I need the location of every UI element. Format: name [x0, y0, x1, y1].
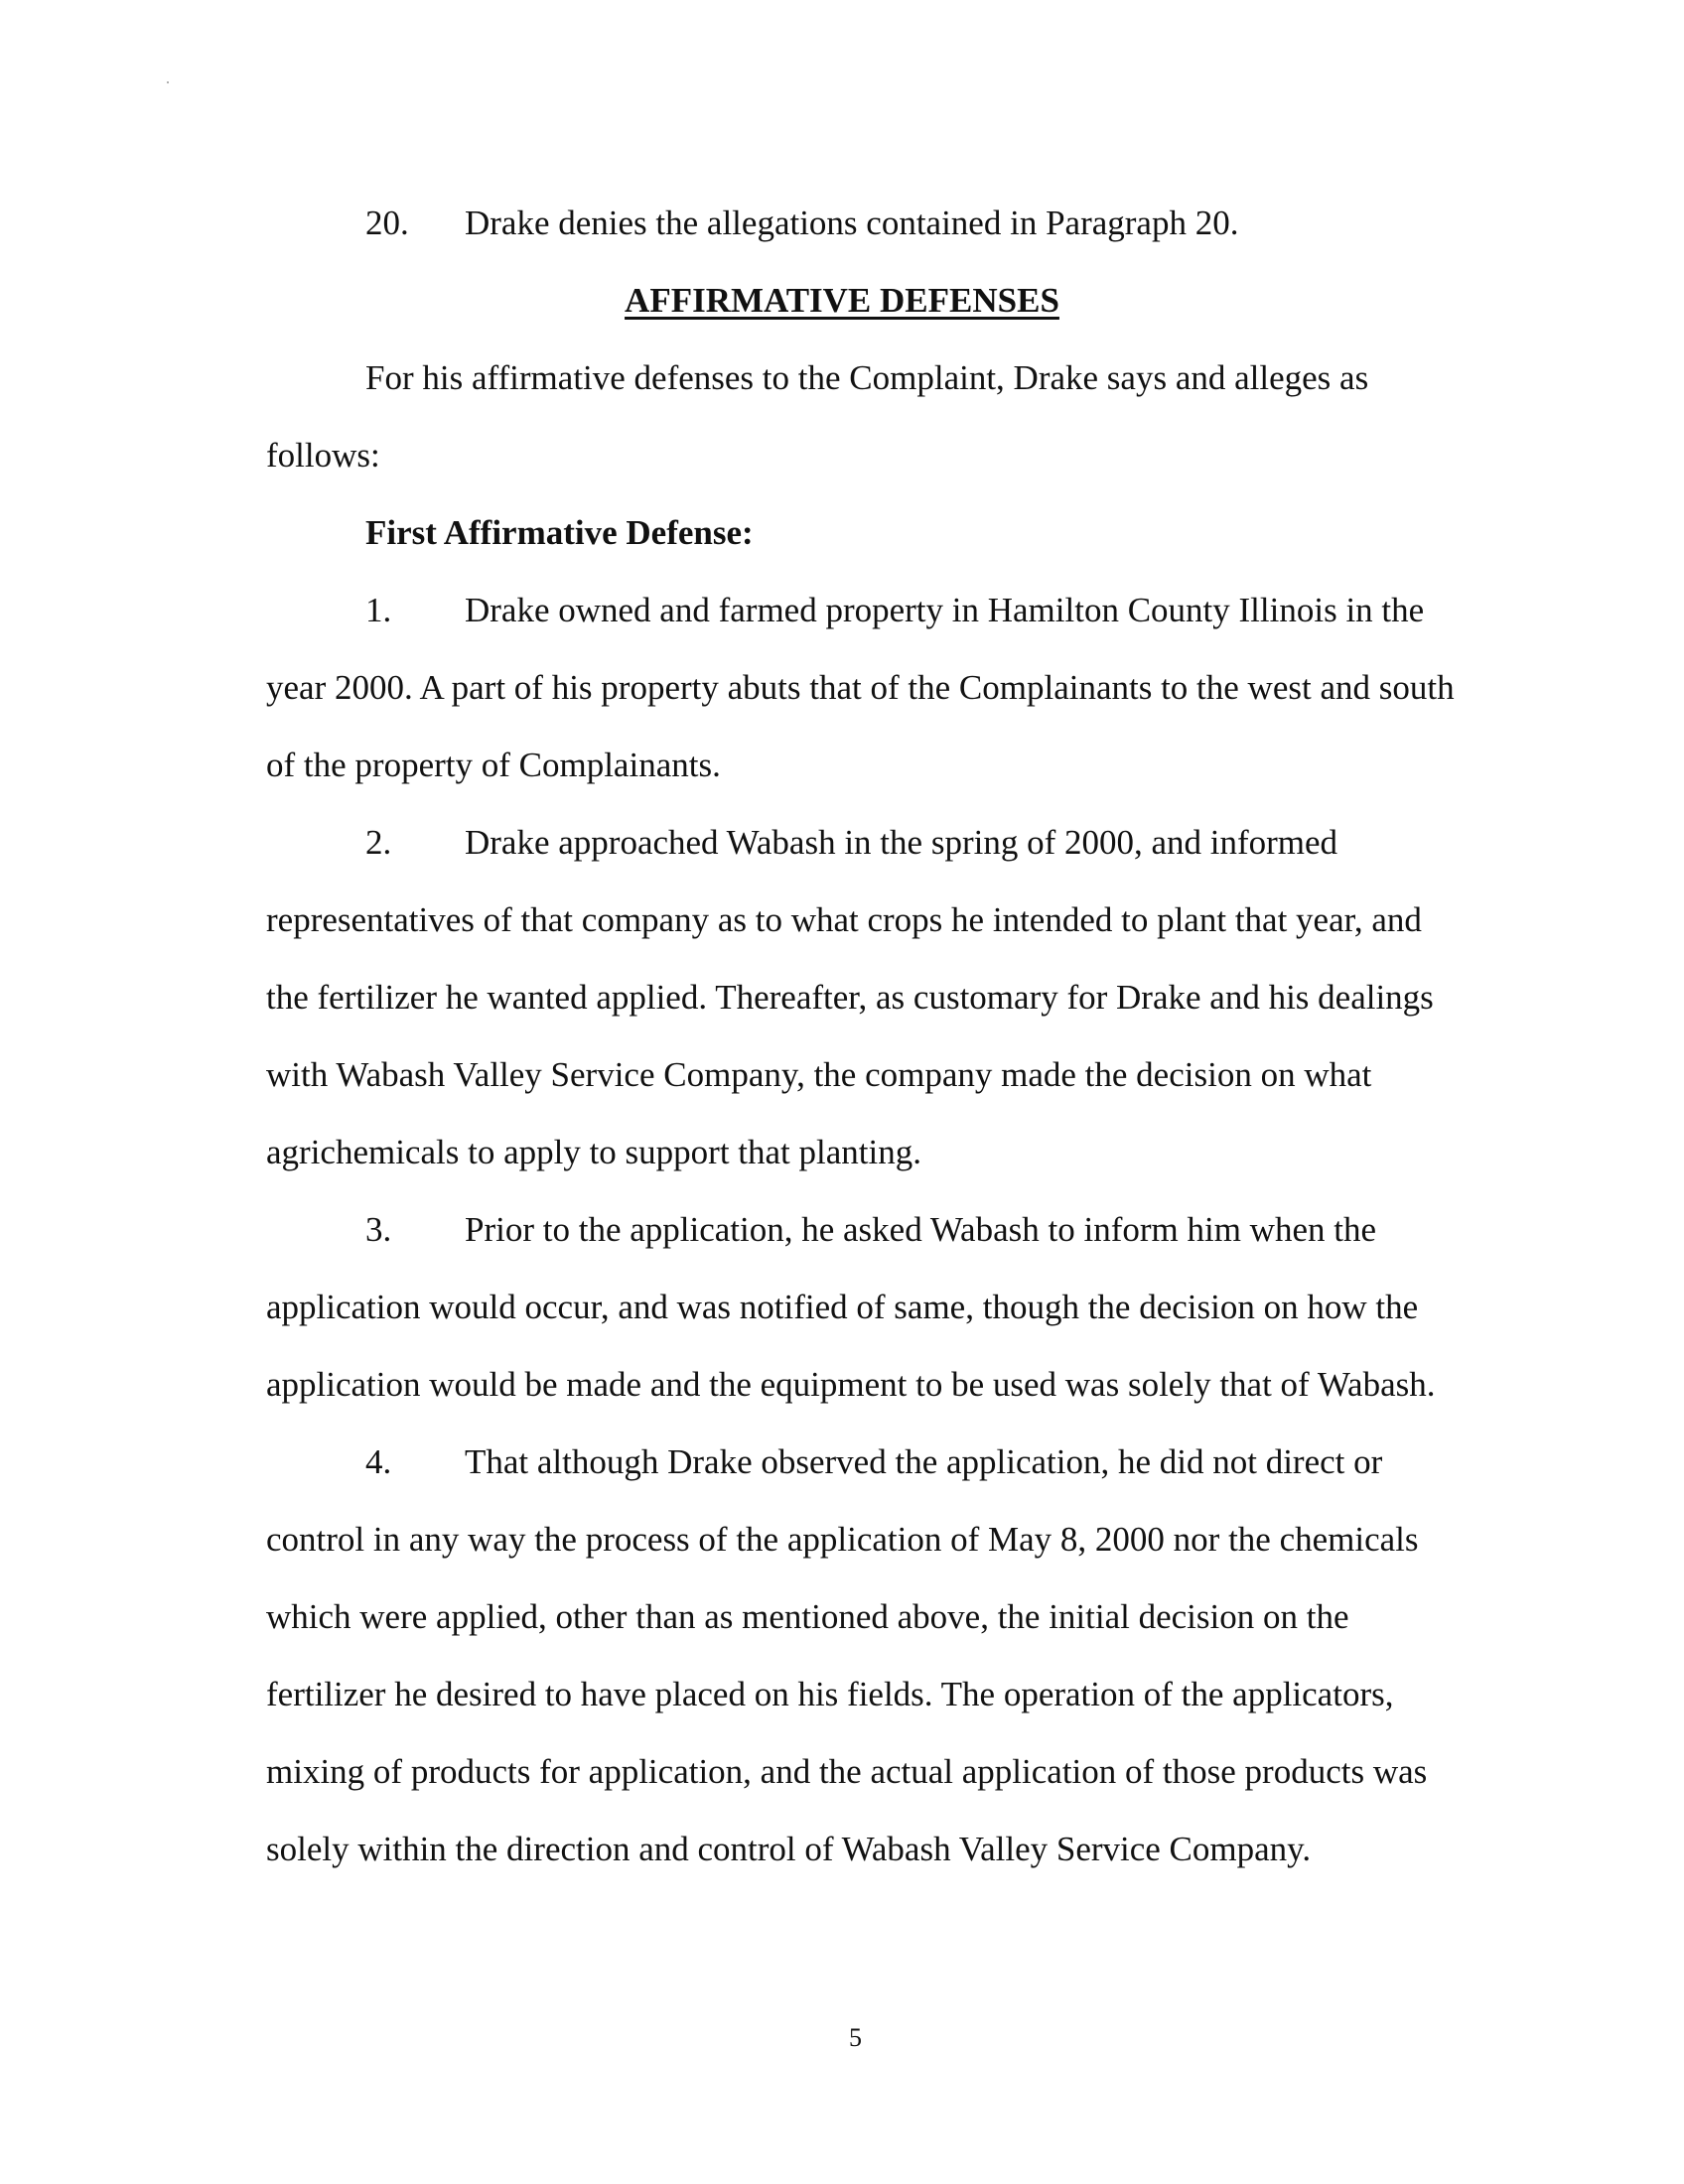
scan-speck [167, 81, 169, 83]
paragraph-1-line-2: year 2000. A part of his property abuts that of the Complainants to the west and south [266, 668, 1455, 707]
paragraph-text: Drake approached Wabash in the spring of 2000, and informed [465, 823, 1338, 862]
paragraph-2-line-2: representatives of that company as to what crops he intended to plant that year, and [266, 900, 1422, 939]
paragraph-4-line-5: mixing of products for application, and the actual application of those products was [266, 1752, 1428, 1791]
paragraph-number: 4. [365, 1442, 392, 1481]
paragraph-2-line-3: the fertilizer he wanted applied. Thereafter, as customary for Drake and his dealings [266, 978, 1434, 1017]
paragraph-2-line-4: with Wabash Valley Service Company, the company made the decision on what [266, 1055, 1372, 1094]
paragraph-1-line-1 [365, 572, 1424, 649]
paragraph-text: Prior to the application, he asked Wabash to inform him when the [465, 1210, 1376, 1249]
paragraph-text: Drake owned and farmed property in Hamilton County Illinois in the [465, 591, 1425, 629]
paragraph-3-line-1 [365, 1191, 1376, 1269]
paragraph-2-line-5: agrichemicals to apply to support that planting. [266, 1133, 921, 1171]
paragraph-4-line-6: solely within the direction and control of Wabash Valley Service Company. [266, 1830, 1312, 1868]
page-number: 5 [849, 2023, 862, 2052]
paragraph-20 [365, 185, 1238, 262]
paragraph-3-line-2: application would occur, and was notified of same, though the decision on how the [266, 1288, 1419, 1326]
paragraph-3-line-3: application would be made and the equipment to be used was solely that of Wabash. [266, 1365, 1436, 1404]
paragraph-4-line-4: fertilizer he desired to have placed on his fields. The operation of the applicators, [266, 1675, 1394, 1713]
paragraph-text: Drake denies the allegations contained in Paragraph 20. [465, 204, 1239, 242]
paragraph-2-line-1 [365, 804, 1337, 882]
subheading: First Affirmative Defense: [365, 513, 754, 552]
section-heading: AFFIRMATIVE DEFENSES [625, 281, 1059, 320]
intro-line-2: follows: [266, 436, 380, 475]
paragraph-1-line-3: of the property of Complainants. [266, 746, 721, 784]
paragraph-4-line-3: which were applied, other than as mentioned above, the initial decision on the [266, 1597, 1349, 1636]
paragraph-number: 20. [365, 204, 409, 242]
paragraph-number: 2. [365, 823, 392, 862]
paragraph-text: That although Drake observed the application, he did not direct or [465, 1442, 1383, 1481]
paragraph-4-line-2: control in any way the process of the application of May 8, 2000 nor the chemicals [266, 1520, 1419, 1559]
paragraph-4-line-1 [365, 1424, 1382, 1501]
intro-line-1: For his affirmative defenses to the Complaint, Drake says and alleges as [365, 358, 1369, 397]
paragraph-number: 3. [365, 1210, 392, 1249]
paragraph-number: 1. [365, 591, 392, 629]
